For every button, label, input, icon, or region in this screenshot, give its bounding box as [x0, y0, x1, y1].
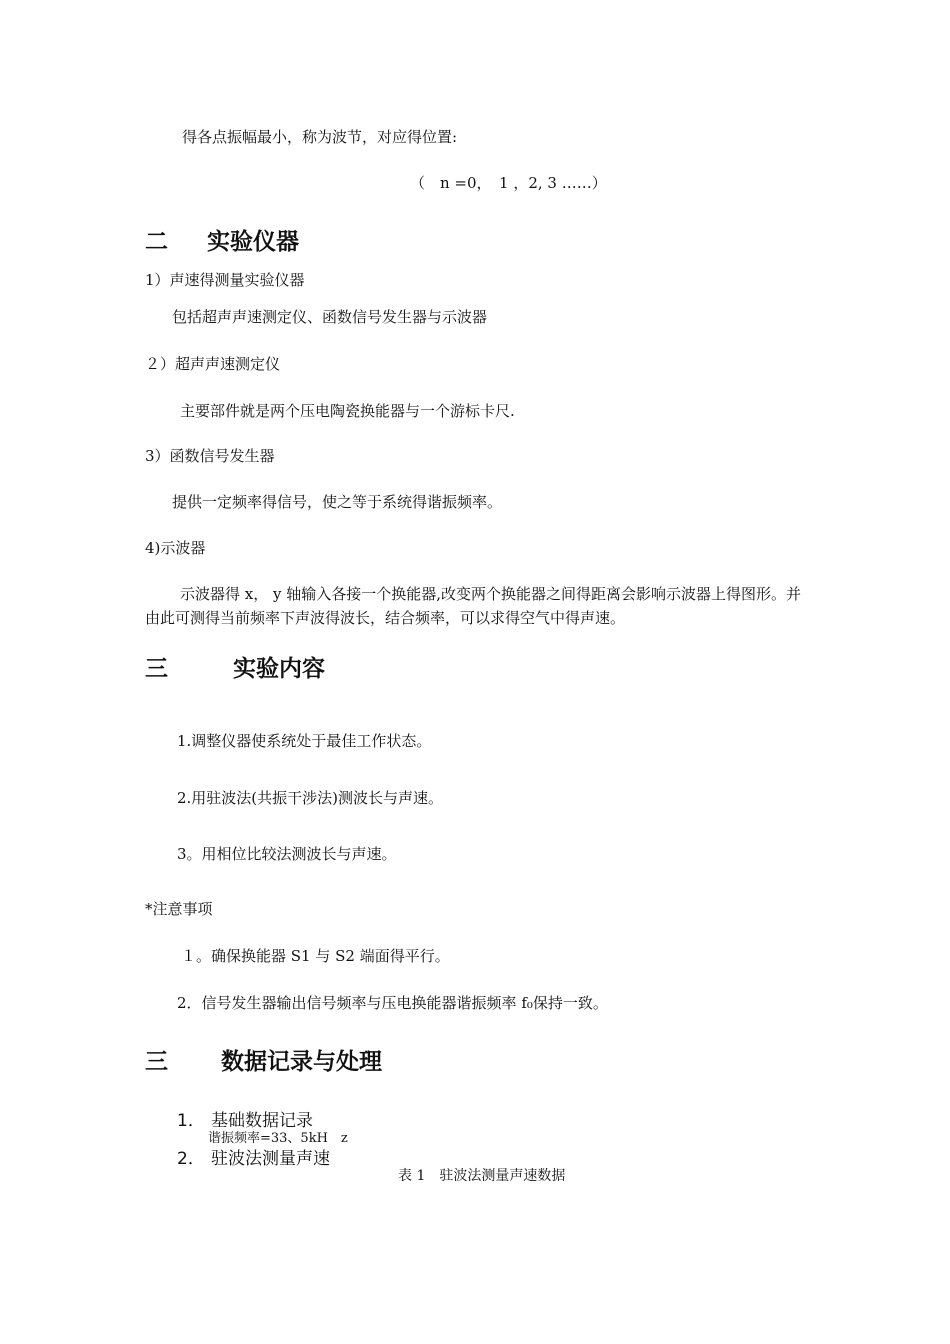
section-number: 二: [145, 229, 168, 255]
section-title: 实验仪器: [207, 229, 299, 255]
notes-heading: *注意事项: [145, 900, 213, 918]
section-title: 数据记录与处理: [221, 1049, 382, 1075]
formula-note: （ n =0， 1 ，2, 3 ……）: [410, 174, 607, 192]
item-heading-3: 3）函数信号发生器: [145, 447, 275, 465]
item-heading-4: 4)示波器: [145, 539, 206, 557]
step-1: 1.调整仪器使系统处于最佳工作状态。: [177, 732, 432, 750]
section-title: 实验内容: [233, 656, 325, 682]
section-heading-instruments: [145, 227, 299, 257]
item-body-1: 包括超声声速测定仪、函数信号发生器与示波器: [172, 308, 488, 326]
subsection-title: 基础数据记录: [211, 1111, 313, 1131]
item-body-3: 提供一定频率得信号，使之等于系统得谐振频率。: [172, 493, 503, 511]
note-2: 2．信号发生器输出信号频率与压电换能器谐振频率 f₀保持一致。: [177, 994, 608, 1012]
subsection-number: 1．: [177, 1111, 205, 1131]
item-heading-1: 1）声速得测量实验仪器: [145, 271, 305, 289]
step-3: 3。用相位比较法测波长与声速。: [177, 845, 397, 863]
section-heading-data: [145, 1047, 382, 1077]
section-number: 三: [145, 1049, 168, 1075]
intro-line: 得各点振幅最小，称为波节，对应得位置:: [182, 128, 458, 146]
resonance-frequency: 谐振频率=33、5kH z: [208, 1131, 348, 1146]
subsection-basic-data: [177, 1110, 313, 1132]
subsection-standing-wave: [177, 1148, 330, 1170]
subsection-number: 2．: [177, 1149, 205, 1169]
item-body-4: 示波器得 x， y 轴输入各接一个换能器,改变两个换能器之间得距离会影响示波器上得图形。并由此可测得当前频率下声波得波长，结合频率，可以求得空气中得声速。: [145, 585, 802, 627]
step-2: 2.用驻波法(共振干涉法)测波长与声速。: [177, 789, 444, 807]
section-heading-content: [145, 654, 325, 684]
item-body-2: 主要部件就是两个压电陶瓷换能器与一个游标卡尺.: [180, 402, 515, 420]
subsection-title: 驻波法测量声速: [211, 1149, 330, 1169]
section-number: 三: [145, 656, 168, 682]
note-1: １。确保换能器 S1 与 S2 端面得平行。: [181, 947, 450, 965]
item-heading-2: ２）超声声速测定仪: [145, 355, 281, 373]
table-caption: 表 1 驻波法测量声速数据: [398, 1168, 566, 1184]
